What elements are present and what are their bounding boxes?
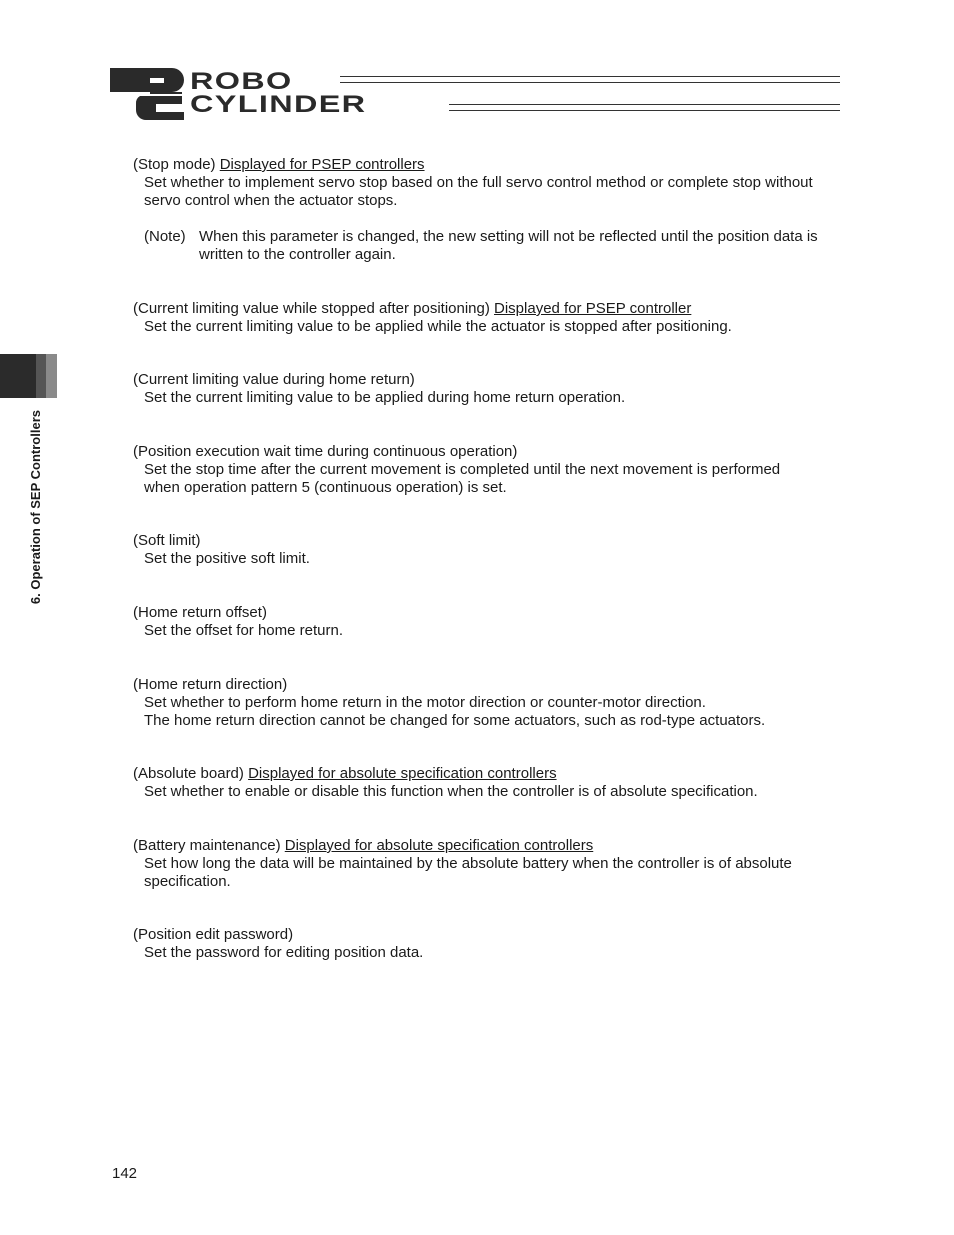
section-desc-line: Set whether to enable or disable this function when the controller is of absolute specification. <box>144 783 758 800</box>
section-desc-line: The home return direction cannot be changed for some actuators, such as rod-type actuators. <box>144 712 766 729</box>
heading-tag: Displayed for absolute specification controllers <box>284 837 594 854</box>
section-desc-line: Set how long the data will be maintained by the absolute battery when the controller is of absolute <box>144 855 792 872</box>
section-desc-line: Set the current limiting value to be applied while the actuator is stopped after positioning. <box>144 318 732 335</box>
chapter-label: 6. Operation of SEP Controllers <box>28 410 43 605</box>
header-rule-top <box>340 76 840 83</box>
section-absolute-board <box>133 765 848 801</box>
note-block <box>133 228 848 264</box>
section-desc-line: Set the current limiting value to be applied during home return operation. <box>144 389 626 406</box>
section-desc-line: when operation pattern 5 (continuous operation) is set. <box>144 479 507 496</box>
heading-text: (Stop mode) <box>133 156 216 173</box>
section-desc-line: Set the stop time after the current movement is completed until the next movement is performed <box>144 461 781 478</box>
chapter-tab-light <box>46 354 57 398</box>
section-home-offset <box>133 604 848 640</box>
section-home-direction <box>133 676 848 730</box>
section-heading: (Position execution wait time during continuous operation) <box>133 443 518 460</box>
page-number: 142 <box>112 1165 138 1182</box>
section-wait-time <box>133 443 848 497</box>
logo-word-robo: ROBO <box>190 68 293 95</box>
heading-text: (Absolute board) <box>133 765 244 782</box>
note-line: When this parameter is changed, the new setting will not be reflected until the position data is <box>199 228 818 245</box>
heading-text: (Battery maintenance) <box>133 837 281 854</box>
section-edit-password <box>133 926 848 962</box>
heading-tag: Displayed for absolute specification controllers <box>248 765 557 782</box>
section-soft-limit <box>133 532 848 568</box>
note-line: written to the controller again. <box>199 246 396 263</box>
rc-logo-mark-icon <box>110 68 188 120</box>
note-label: (Note) <box>144 228 186 245</box>
section-heading: (Soft limit) <box>133 532 201 549</box>
chapter-tab-mid <box>36 354 46 398</box>
chapter-tab-dark <box>0 354 36 398</box>
section-heading: (Home return offset) <box>133 604 267 621</box>
heading-tag: Displayed for PSEP controller <box>494 300 692 317</box>
section-heading: (Home return direction) <box>133 676 288 693</box>
section-heading <box>133 837 848 855</box>
section-heading <box>133 765 848 783</box>
section-desc-line: Set the positive soft limit. <box>144 550 310 567</box>
section-desc-line: specification. <box>144 873 231 890</box>
section-heading <box>133 156 848 174</box>
section-battery-maintenance <box>133 837 848 891</box>
section-current-limit-home <box>133 371 848 407</box>
section-heading: (Current limiting value during home return) <box>133 371 415 388</box>
section-heading <box>133 300 848 318</box>
header-rule-bottom <box>449 104 840 111</box>
section-desc-line: Set whether to implement servo stop based on the full servo control method or complete stop without <box>144 174 813 191</box>
section-desc-line: Set whether to perform home return in the motor direction or counter-motor direction. <box>144 694 706 711</box>
section-desc-line: Set the offset for home return. <box>144 622 343 639</box>
section-desc-line: servo control when the actuator stops. <box>144 192 398 209</box>
heading-tag: Displayed for PSEP controllers <box>219 156 425 173</box>
section-heading: (Position edit password) <box>133 926 294 943</box>
section-current-limit-stopped <box>133 300 848 336</box>
section-stop-mode <box>133 156 848 264</box>
section-desc-line: Set the password for editing position data. <box>144 944 424 961</box>
logo-word-cylinder: CYLINDER <box>190 91 367 118</box>
heading-text: (Current limiting value while stopped after positioning) <box>133 300 490 317</box>
